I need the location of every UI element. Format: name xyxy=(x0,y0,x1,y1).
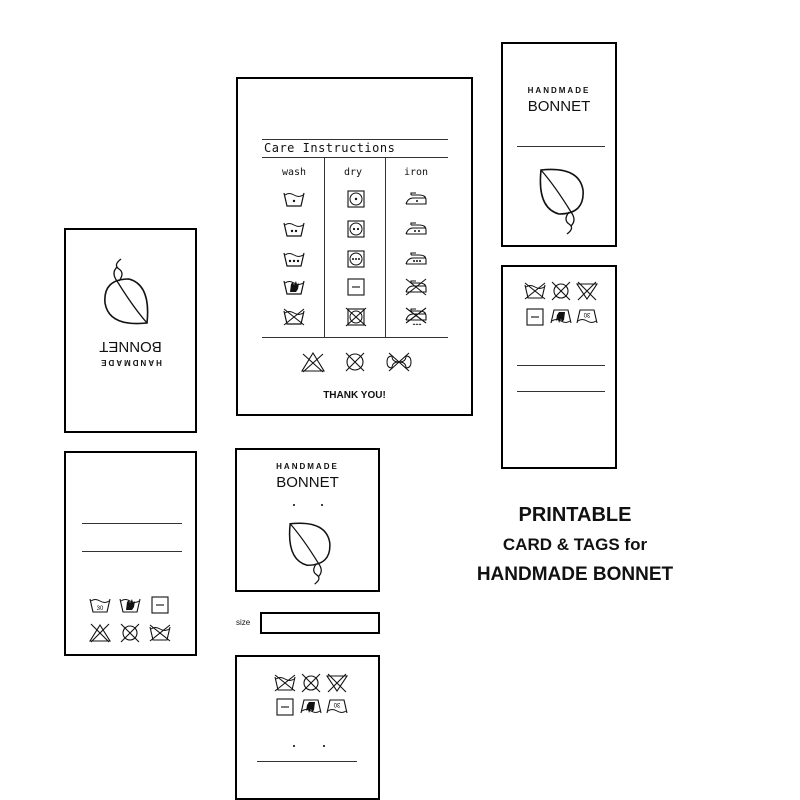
column-divider xyxy=(385,157,386,337)
do-not-dryclean-icon xyxy=(118,623,142,643)
do-not-wash-icon xyxy=(148,623,172,643)
do-not-wring-icon xyxy=(384,351,414,373)
care-tag xyxy=(64,451,197,656)
hole-mark xyxy=(323,745,325,747)
tumble-dry-low-icon xyxy=(344,189,368,209)
dry-flat-icon xyxy=(344,277,368,297)
tumble-dry-high-icon xyxy=(344,249,368,269)
iron-high-icon xyxy=(404,249,428,269)
column-header-iron: iron xyxy=(404,167,429,178)
do-not-wash-icon xyxy=(523,281,547,301)
brand-big-text: BONNET xyxy=(276,474,339,491)
brand-big-text: BONNET xyxy=(527,98,591,115)
do-not-dryclean-icon xyxy=(549,281,573,301)
hole-mark xyxy=(293,504,295,506)
write-line xyxy=(517,391,605,392)
column-header-dry: dry xyxy=(344,167,363,178)
column-divider xyxy=(324,157,325,337)
bonnet-icon xyxy=(533,166,589,236)
write-line xyxy=(82,551,182,552)
brand-tag xyxy=(501,42,617,247)
wash-2dot-icon xyxy=(282,219,306,239)
do-not-dryclean-icon xyxy=(299,673,323,693)
iron-low-icon xyxy=(404,189,428,209)
do-not-wash-icon xyxy=(282,307,306,327)
tumble-dry-medium-icon xyxy=(344,219,368,239)
wash-30-icon xyxy=(88,595,112,615)
rotated-brand-tag xyxy=(64,228,197,433)
handwash-icon xyxy=(118,595,142,615)
wash-30-icon xyxy=(575,307,599,327)
hole-mark xyxy=(293,745,295,747)
headline-line-2: CARD & TAGS for xyxy=(502,535,648,554)
write-line xyxy=(82,523,182,524)
square-brand-tag xyxy=(235,448,380,592)
wash-temp-label: 30 xyxy=(333,701,341,707)
column-header-wash: wash xyxy=(282,167,307,178)
size-field xyxy=(260,612,380,634)
do-not-iron-icon xyxy=(404,277,428,297)
dry-flat-icon xyxy=(148,595,172,615)
size-label: size xyxy=(236,618,251,627)
care-instructions-card xyxy=(236,77,473,416)
handwash-icon xyxy=(282,277,306,297)
brand-small-text: HANDMADE xyxy=(276,462,339,471)
square-care-tag xyxy=(235,655,380,800)
wash-3dot-icon xyxy=(282,249,306,269)
handwash-icon xyxy=(299,697,323,717)
wash-30-icon xyxy=(325,697,349,717)
headline-line-3: HANDMADE BONNET xyxy=(476,564,674,585)
do-not-wash-icon xyxy=(273,673,297,693)
bonnet-icon xyxy=(99,257,155,327)
divider xyxy=(262,139,448,140)
iron-medium-icon xyxy=(404,219,428,239)
thank-you-text: THANK YOU! xyxy=(323,390,386,401)
wash-1dot-icon xyxy=(282,189,306,209)
dry-flat-icon xyxy=(523,307,547,327)
headline-line-1: PRINTABLE xyxy=(518,504,632,526)
brand-big-text: BONNET xyxy=(99,338,162,355)
do-not-tumble-dry-icon xyxy=(344,307,368,327)
dry-flat-icon xyxy=(273,697,297,717)
hole-mark xyxy=(321,504,323,506)
wash-temp-label: 30 xyxy=(583,311,591,317)
handwash-icon xyxy=(549,307,573,327)
write-line xyxy=(257,761,357,762)
bonnet-icon xyxy=(281,520,337,586)
do-not-iron-steam-icon xyxy=(404,307,428,327)
do-not-bleach-icon xyxy=(575,281,599,301)
write-line xyxy=(517,365,605,366)
headline xyxy=(440,500,710,590)
do-not-dryclean-icon xyxy=(342,351,368,373)
divider xyxy=(262,157,448,158)
divider xyxy=(262,337,448,338)
do-not-bleach-icon xyxy=(300,351,326,373)
care-tag xyxy=(501,265,617,469)
care-title: Care Instructions xyxy=(264,141,396,155)
do-not-bleach-icon xyxy=(88,623,112,643)
do-not-bleach-icon xyxy=(325,673,349,693)
wash-temp-label: 30 xyxy=(96,606,104,612)
brand-small-text: HANDMADE xyxy=(527,86,591,95)
divider xyxy=(517,146,605,147)
rotated-content xyxy=(66,230,195,431)
brand-small-text: HANDMADE xyxy=(99,358,162,367)
